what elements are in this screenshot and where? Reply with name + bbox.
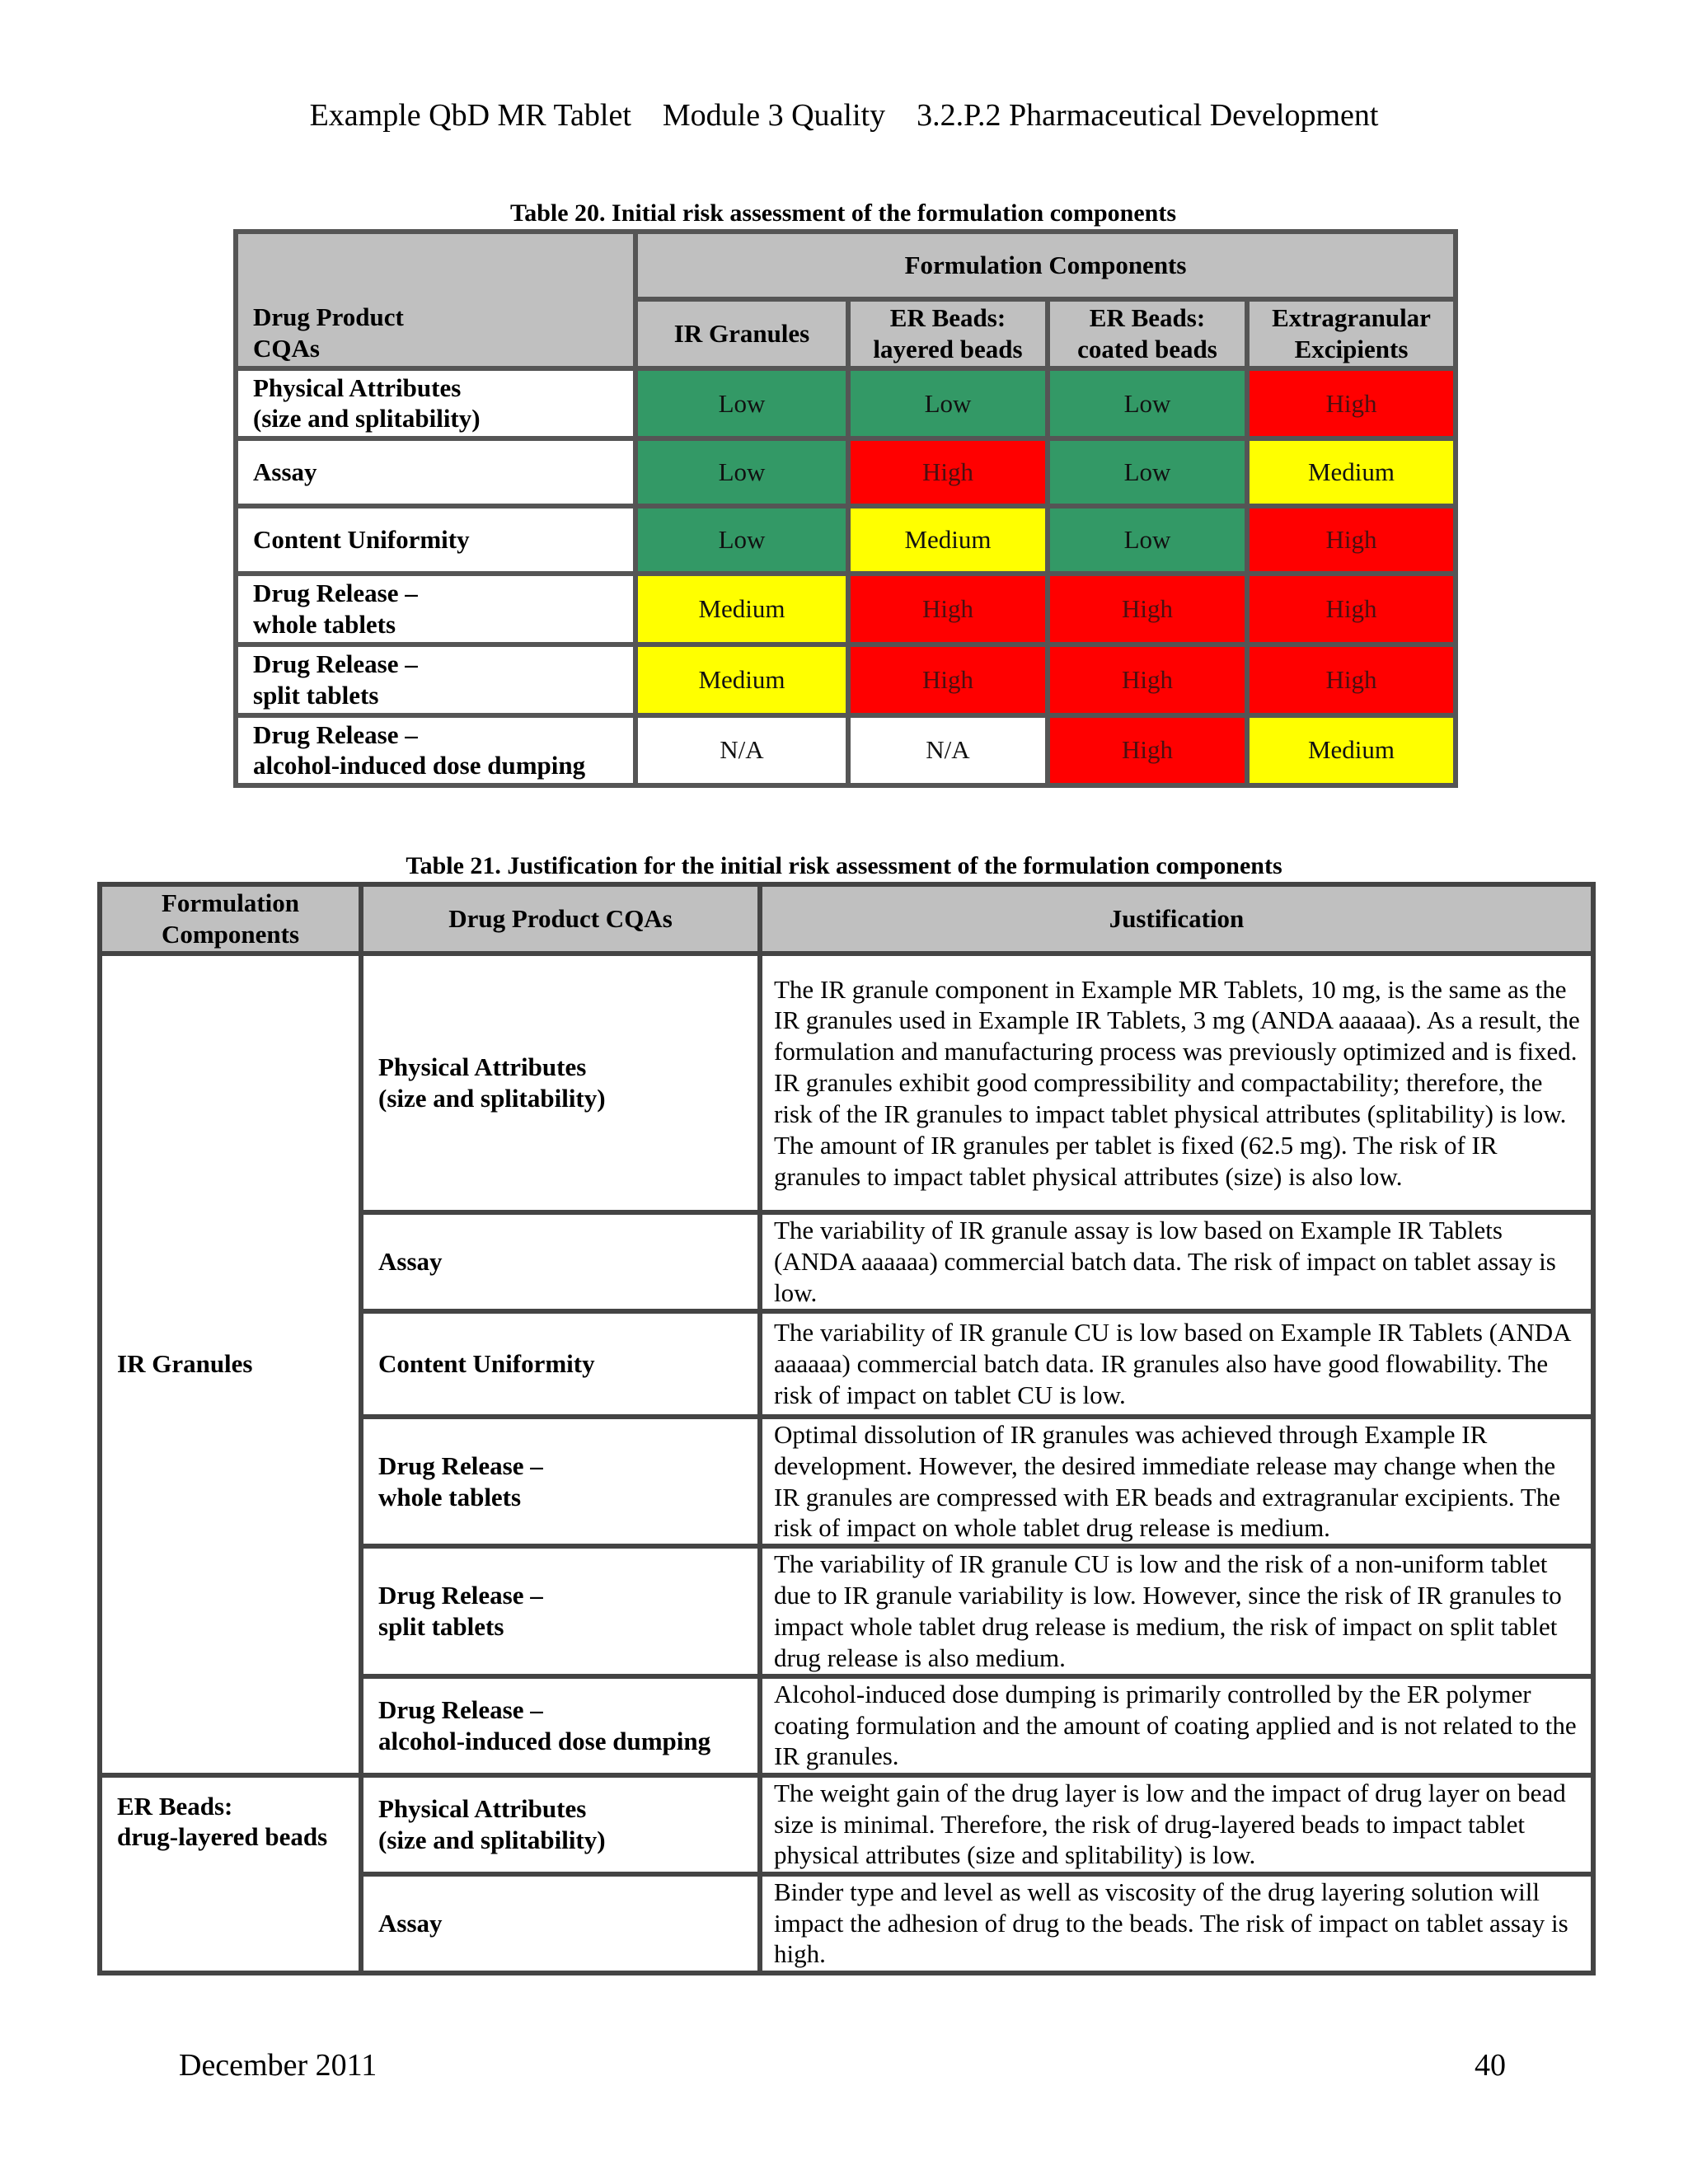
risk-row-cqa xyxy=(236,574,635,644)
column-header-er-layered xyxy=(848,299,1048,368)
risk-level-cell: High xyxy=(848,438,1048,506)
justification-row xyxy=(100,954,1593,1212)
header-formulation-components xyxy=(100,884,361,954)
table-21-caption: Table 21. Justification for the initial risk assessment of the formulation components xyxy=(406,852,1282,879)
risk-level-cell: High xyxy=(1048,574,1247,644)
cqa-line2: split tablets xyxy=(378,1611,504,1641)
risk-level-cell: Low xyxy=(1048,368,1247,439)
risk-level-cell: High xyxy=(1048,715,1247,786)
cqa-line1: Drug Release – xyxy=(378,1451,543,1480)
cqa-cell xyxy=(361,1212,760,1311)
component-line1: IR Granules xyxy=(117,1349,253,1379)
risk-level-cell: N/A xyxy=(635,715,848,786)
risk-row-cqa xyxy=(236,368,635,439)
table-20-caption: Table 20. Initial risk assessment of the formulation components xyxy=(509,199,1177,227)
column-header-er-coated xyxy=(1048,299,1247,368)
header-line1: Formulation xyxy=(161,888,300,918)
formulation-component-cell xyxy=(100,1775,361,1973)
risk-level-cell: High xyxy=(1048,644,1247,715)
risk-level-cell: Medium xyxy=(1247,438,1456,506)
cqa-line2: split tablets xyxy=(253,680,379,710)
risk-level-cell: Low xyxy=(848,368,1048,439)
column-header-line1: IR Granules xyxy=(673,318,810,348)
cqa-line2: (size and splitability) xyxy=(378,1084,606,1113)
risk-row xyxy=(236,715,1456,786)
cqa-cell xyxy=(361,1417,760,1546)
cqa-line1: Assay xyxy=(378,1247,443,1277)
risk-row-cqa xyxy=(236,715,635,786)
cqa-line2: whole tablets xyxy=(253,610,396,640)
risk-row xyxy=(236,644,1456,715)
cqa-line1: Drug Release – xyxy=(253,719,418,749)
justification-text: The IR granule component in Example MR Tablets, 10 mg, is the same as the IR granules used in Example IR Tablets, 3 mg (ANDA aaaaaa). As a result, the formulation and manufacturing process was previously optimized and is fixed. IR granules exhibit good compressibility and compactability; therefore, the risk of the IR granules to impact tablet physical attributes (splitability) is low. The amount of IR granules per tablet is fixed (62.5 mg). The risk of IR granules to impact tablet physical attributes (size) is also low. xyxy=(760,954,1593,1212)
risk-level-cell: Low xyxy=(635,368,848,439)
formulation-component-cell xyxy=(100,954,361,1775)
corner-line2: CQAs xyxy=(253,333,320,363)
risk-level-cell: High xyxy=(848,644,1048,715)
risk-level-cell: Low xyxy=(635,438,848,506)
cqa-line1: Drug Release – xyxy=(378,1694,543,1724)
cqa-line1: Physical Attributes xyxy=(253,373,462,402)
risk-level-cell: High xyxy=(1247,506,1456,574)
justification-text: The variability of IR granule assay is low based on Example IR Tablets (ANDA aaaaaa) commercial batch data. The risk of impact on tablet assay is low. xyxy=(760,1212,1593,1311)
cqa-line1: Assay xyxy=(378,1908,443,1938)
group-header: Formulation Components xyxy=(635,232,1456,299)
footer-date: December 2011 xyxy=(179,2048,377,2083)
risk-level-cell: N/A xyxy=(848,715,1048,786)
justification-header-row xyxy=(100,884,1593,954)
cqa-line1: Assay xyxy=(253,457,317,487)
column-header-line2: layered beads xyxy=(873,334,1023,363)
justification-text: The weight gain of the drug layer is low and the impact of drug layer on bead size is minimal. Therefore, the risk of drug-layered beads to impact tablet physical attributes (size and splitability) is low. xyxy=(760,1775,1593,1874)
component-line2: drug-layered beads xyxy=(117,1822,328,1852)
cqa-line2: alcohol-induced dose dumping xyxy=(253,751,586,780)
cqa-line2: whole tablets xyxy=(378,1482,522,1511)
risk-row-cqa xyxy=(236,438,635,506)
cqa-cell xyxy=(361,1874,760,1973)
column-header-line1: ER Beads: xyxy=(1089,303,1206,332)
cqa-line1: Drug Release – xyxy=(378,1581,543,1610)
page-header: Example QbD MR Tablet Module 3 Quality 3.2.P.2 Pharmaceutical Development xyxy=(309,98,1379,133)
justification-text: Alcohol-induced dose dumping is primarily controlled by the ER polymer coating formulation and the amount of coating applied and is not related to the IR granules. xyxy=(760,1676,1593,1775)
cqa-line1: Content Uniformity xyxy=(378,1349,595,1379)
corner-header xyxy=(236,232,635,368)
cqa-line1: Drug Release – xyxy=(253,579,418,608)
cqa-line1: Content Uniformity xyxy=(253,525,470,555)
risk-level-cell: Medium xyxy=(635,574,848,644)
column-header-line2: coated beads xyxy=(1077,334,1217,363)
column-header-ir-granules xyxy=(635,299,848,368)
header-line2: Components xyxy=(161,920,300,949)
cqa-cell xyxy=(361,1775,760,1874)
justification-text: Binder type and level as well as viscosity of the drug layering solution will impact the adhesion of drug to the beads. The risk of impact on tablet assay is high. xyxy=(760,1874,1593,1973)
column-header-extragranular xyxy=(1247,299,1456,368)
cqa-line2: (size and splitability) xyxy=(253,404,481,434)
justification-row xyxy=(100,1775,1593,1874)
risk-row-cqa xyxy=(236,506,635,574)
risk-level-cell: Medium xyxy=(635,644,848,715)
risk-level-cell: Medium xyxy=(848,506,1048,574)
justification-text: The variability of IR granule CU is low based on Example IR Tablets (ANDA aaaaaa) commercial batch data. IR granules also have good flowability. The risk of impact on tablet CU is low. xyxy=(760,1311,1593,1417)
corner-line1: Drug Product xyxy=(253,302,404,331)
risk-level-cell: Low xyxy=(1048,438,1247,506)
page-number: 40 xyxy=(1475,2048,1506,2083)
risk-row xyxy=(236,574,1456,644)
risk-assessment-table xyxy=(233,229,1458,788)
risk-row xyxy=(236,438,1456,506)
cqa-cell xyxy=(361,954,760,1212)
risk-level-cell: Low xyxy=(1048,506,1247,574)
risk-level-cell: High xyxy=(1247,368,1456,439)
cqa-line2: (size and splitability) xyxy=(378,1825,606,1854)
risk-row xyxy=(236,506,1456,574)
cqa-cell xyxy=(361,1311,760,1417)
column-header-line1: ER Beads: xyxy=(889,303,1006,332)
cqa-cell xyxy=(361,1676,760,1775)
header-justification: Justification xyxy=(760,884,1593,954)
cqa-line1: Drug Release – xyxy=(253,649,418,678)
column-header-line2: Excipients xyxy=(1294,334,1409,363)
column-header-line1: Extragranular xyxy=(1272,303,1431,332)
cqa-cell xyxy=(361,1546,760,1675)
risk-level-cell: Medium xyxy=(1247,715,1456,786)
component-line1: ER Beads: xyxy=(117,1791,233,1821)
risk-level-cell: Low xyxy=(635,506,848,574)
cqa-line1: Physical Attributes xyxy=(378,1052,587,1082)
risk-row xyxy=(236,368,1456,439)
justification-table xyxy=(97,882,1596,1975)
justification-text: Optimal dissolution of IR granules was achieved through Example IR development. However, the desired immediate release may change when the IR granules are compressed with ER beads and extragranular excipients. The risk of impact on whole tablet drug release is medium. xyxy=(760,1417,1593,1546)
risk-level-cell: High xyxy=(848,574,1048,644)
justification-text: The variability of IR granule CU is low and the risk of a non-uniform tablet due to IR granule variability is low. However, since the risk of IR granules to impact whole tablet drug release is medium, the risk of impact on split tablet drug release is also medium. xyxy=(760,1546,1593,1675)
risk-level-cell: High xyxy=(1247,574,1456,644)
risk-level-cell: High xyxy=(1247,644,1456,715)
cqa-line1: Physical Attributes xyxy=(378,1793,587,1823)
risk-row-cqa xyxy=(236,644,635,715)
cqa-line2: alcohol-induced dose dumping xyxy=(378,1726,711,1755)
header-drug-product-cqas: Drug Product CQAs xyxy=(361,884,760,954)
